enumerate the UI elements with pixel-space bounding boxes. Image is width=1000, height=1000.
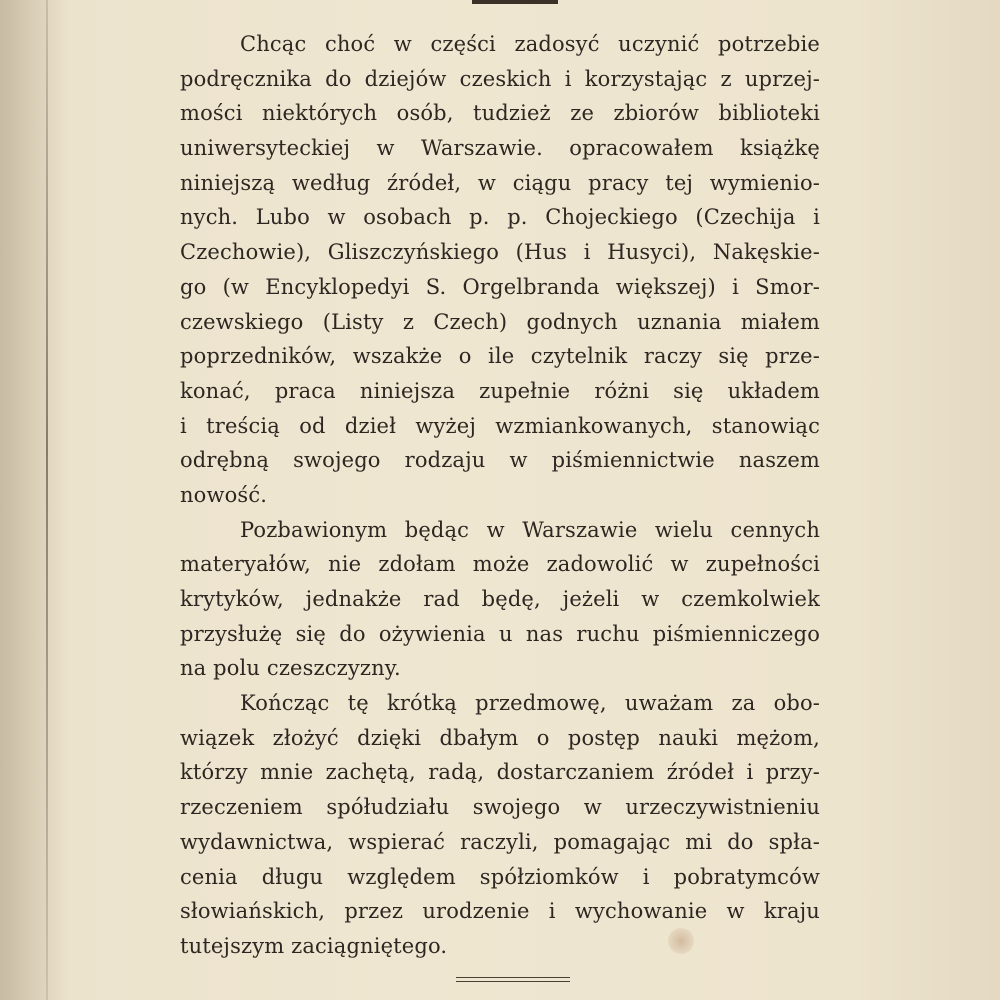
bottom-ornament-rule — [456, 981, 570, 982]
book-gutter — [46, 0, 48, 1000]
text-line: go (w Encyklopedyi S. Orgelbranda większej) i Smor- — [180, 274, 820, 299]
text-line: tutejszym zaciągniętego. — [180, 933, 448, 958]
text-line: Kończąc tę krótką przedmowę, uważam za obo- — [240, 691, 820, 716]
text-line: którzy mnie zachętą, radą, dostarczaniem źródeł i przy- — [180, 760, 820, 785]
text-line: Chcąc choć w części zadosyć uczynić potrzebie — [240, 32, 820, 56]
text-line: czewskiego (Listy z Czech) godnych uznania miałem — [180, 309, 820, 334]
text-line: niniejszą według źródeł, w ciągu pracy tej wymienio- — [180, 170, 820, 195]
text-line: krytyków, jednakże rad będę, jeżeli w czemkolwiek — [180, 587, 820, 611]
text-line: poprzedników, wszakże o ile czytelnik raczy się prze- — [180, 344, 820, 369]
preface-text — [180, 27, 820, 964]
text-line: przysłużę się do ożywienia u nas ruchu piśmienniczego — [180, 621, 820, 646]
gutter-shadow — [0, 0, 70, 1000]
text-line: mości niektórych osób, tudzież ze zbiorów biblioteki — [180, 101, 820, 126]
bottom-ornament-rule — [456, 977, 570, 978]
text-line: podręcznika do dziejów czeskich i korzystając z uprzej- — [180, 66, 820, 91]
text-line: na polu czeszczyzny. — [180, 656, 401, 681]
text-line: uniwersyteckiej w Warszawie. opracowałem książkę — [180, 136, 820, 161]
text-line: wiązek złożyć dzięki dbałym o postęp nauki mężom, — [180, 725, 820, 750]
text-line: Czechowie), Gliszczyńskiego (Hus i Husyci), Nakęskie- — [180, 240, 820, 265]
text-line: i treścią od dzieł wyżej wzmiankowanych, stanowiąc — [180, 413, 820, 438]
text-line: materyałów, nie zdołam może zadowolić w zupełności — [180, 552, 820, 577]
text-line: wydawnictwa, wspierać raczyli, pomagając mi do spła- — [180, 829, 820, 854]
text-line: nowość. — [180, 482, 268, 507]
text-line: cenia długu względem spółziomków i pobratymców — [180, 864, 820, 889]
text-line: odrębną swojego rodzaju w piśmiennictwie naszem — [180, 448, 820, 473]
top-ornament-rule — [472, 0, 558, 4]
text-line: słowiańskich, przez urodzenie i wychowanie w kraju — [180, 899, 820, 924]
text-line: nych. Lubo w osobach p. p. Chojeckiego (Czechija i — [180, 205, 820, 230]
text-line: rzeczeniem spółudziału swojego w urzeczywistnieniu — [180, 795, 820, 820]
text-line: Pozbawionym będąc w Warszawie wielu cennych — [240, 517, 820, 542]
text-line: konać, praca niniejsza zupełnie różni się układem — [180, 378, 820, 403]
